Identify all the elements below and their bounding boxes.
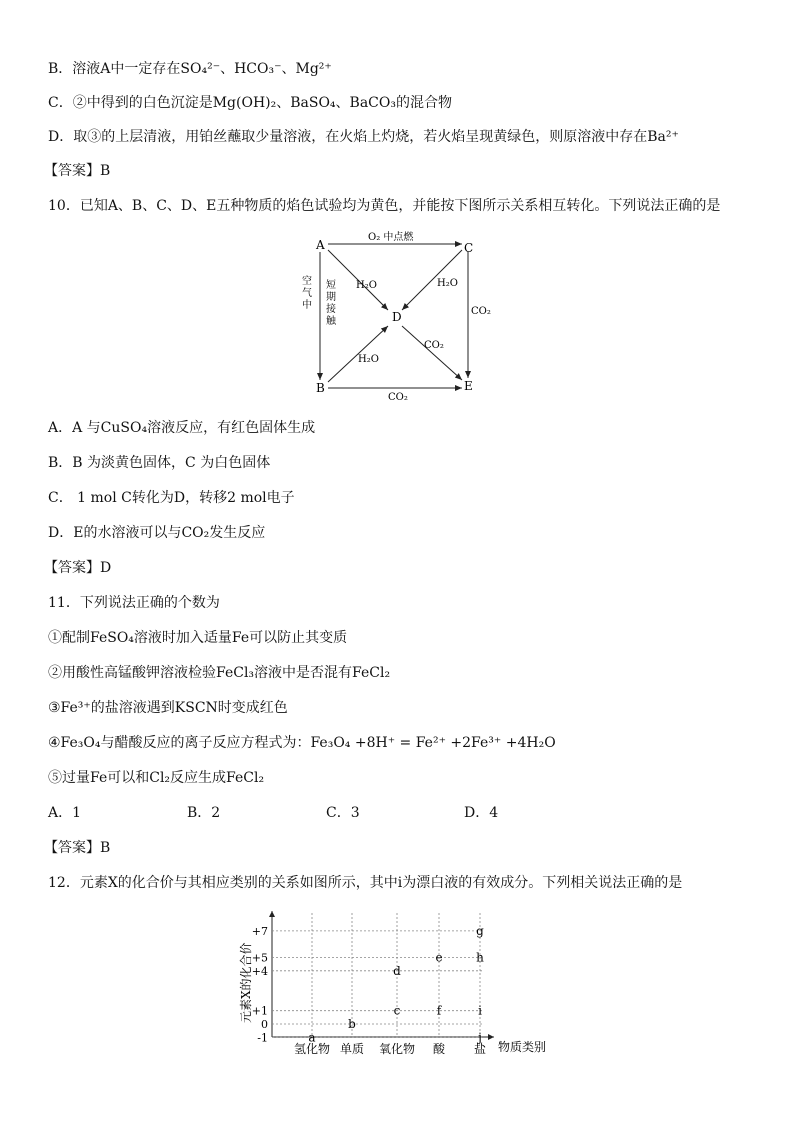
q11-option-b: B．2 [187, 805, 221, 821]
node-b: B [316, 381, 325, 395]
edge-d-e [402, 326, 462, 380]
point-label-f: f [436, 1003, 442, 1018]
x-category-label: 单质 [339, 1042, 365, 1056]
point-label-e: e [435, 950, 443, 965]
q9-answer: 【答案】B [44, 163, 111, 179]
q12-stem: 12．元素X的化合价与其相应类别的关系如图所示，其中i为漂白液的有效成分。下列相关说法正确的是 [48, 875, 683, 891]
q10-option-b: B．B 为淡黄色固体，C 为白色固体 [48, 455, 271, 471]
q11-answer: 【答案】B [44, 840, 111, 856]
label-a-b2-1: 短 [326, 280, 336, 291]
node-d: D [392, 310, 402, 324]
point-label-c: c [393, 1003, 401, 1018]
node-e: E [464, 379, 473, 393]
label-a-c: O₂ 中点燃 [368, 232, 414, 243]
label-b-e: CO₂ [388, 392, 408, 403]
y-tick-label: +1 [251, 1004, 268, 1018]
q10-answer: 【答案】D [44, 560, 112, 576]
label-a-b-2: 气 [302, 288, 312, 299]
x-axis-label: 物质类别 [498, 1040, 547, 1054]
point-label-i: i [478, 1003, 482, 1018]
label-a-b2-2: 期 [326, 292, 336, 303]
q11-stem: 11．下列说法正确的个数为 [48, 595, 220, 611]
q11-option-d: D．4 [464, 805, 499, 821]
q9-option-c: C．②中得到的白色沉淀是Mg(OH)₂、BaSO₄、BaCO₃的混合物 [48, 95, 452, 111]
q11-option-c: C．3 [326, 805, 360, 821]
q11-statement-2: ②用酸性高锰酸钾溶液检验FeCl₃溶液中是否混有FeCl₂ [48, 665, 391, 681]
q11-statement-3: ③Fe³⁺的盐溶液遇到KSCN时变成红色 [48, 700, 288, 716]
y-axis-label: 元素X的化合价 [239, 942, 253, 1023]
q10-option-d: D．E的水溶液可以与CO₂发生反应 [48, 525, 266, 541]
q10-option-a: A．A 与CuSO₄溶液反应，有红色固体生成 [48, 420, 316, 436]
point-label-h: h [476, 950, 484, 965]
q11-statement-1: ①配制FeSO₄溶液时加入适量Fe可以防止其变质 [48, 630, 348, 646]
y-tick-label: +5 [251, 951, 268, 965]
y-tick-label: -1 [257, 1031, 268, 1045]
label-a-b2-3: 接 [326, 304, 336, 315]
label-a-b-3: 中 [302, 300, 312, 311]
q12-valence-chart [232, 905, 562, 1065]
q10-stem: 10．已知A、B、C、D、E五种物质的焰色试验均为黄色，并能按下图所示关系相互转化。下列说法正确的是 [48, 198, 721, 214]
label-c-d: H₂O [437, 278, 458, 289]
q10-option-c: C． 1 mol C转化为D，转移2 mol电子 [48, 490, 295, 506]
x-category-label: 酸 [432, 1042, 446, 1056]
x-category-label: 盐 [473, 1042, 487, 1056]
y-tick-label: +4 [251, 964, 268, 978]
point-label-g: g [476, 923, 484, 938]
q11-option-a: A．1 [48, 805, 82, 821]
y-tick-label: +7 [251, 924, 268, 938]
label-a-b2-4: 触 [326, 316, 336, 327]
x-category-label: 氢化物 [293, 1042, 331, 1056]
node-a: A [316, 238, 325, 252]
label-d-e: CO₂ [424, 340, 444, 351]
label-a-b-1: 空 [302, 276, 312, 287]
q11-statement-4: ④Fe₃O₄与醋酸反应的离子反应方程式为：Fe₃O₄ +8H⁺ = Fe²⁺ +2Fe³⁺ +4H₂O [48, 735, 556, 751]
point-label-a: a [308, 1030, 316, 1045]
node-c: C [464, 241, 474, 255]
q9-option-d: D．取③的上层清液，用铂丝蘸取少量溶液，在火焰上灼烧，若火焰呈现黄绿色，则原溶液中存在Ba²⁺ [48, 129, 679, 145]
label-b-d: H₂O [358, 354, 379, 365]
x-category-label: 氧化物 [378, 1042, 416, 1056]
point-label-j: j [478, 1030, 482, 1045]
label-c-e: CO₂ [471, 306, 491, 317]
point-label-b: b [348, 1017, 356, 1031]
label-a-d: H₂O [356, 280, 377, 291]
y-tick-label: 0 [261, 1018, 268, 1031]
q9-option-b: B．溶液A中一定存在SO₄²⁻、HCO₃⁻、Mg²⁺ [48, 61, 332, 77]
q11-statement-5: ⑤过量Fe可以和Cl₂反应生成FeCl₂ [48, 770, 265, 786]
q10-reaction-diagram [290, 228, 510, 404]
point-label-d: d [393, 963, 401, 978]
